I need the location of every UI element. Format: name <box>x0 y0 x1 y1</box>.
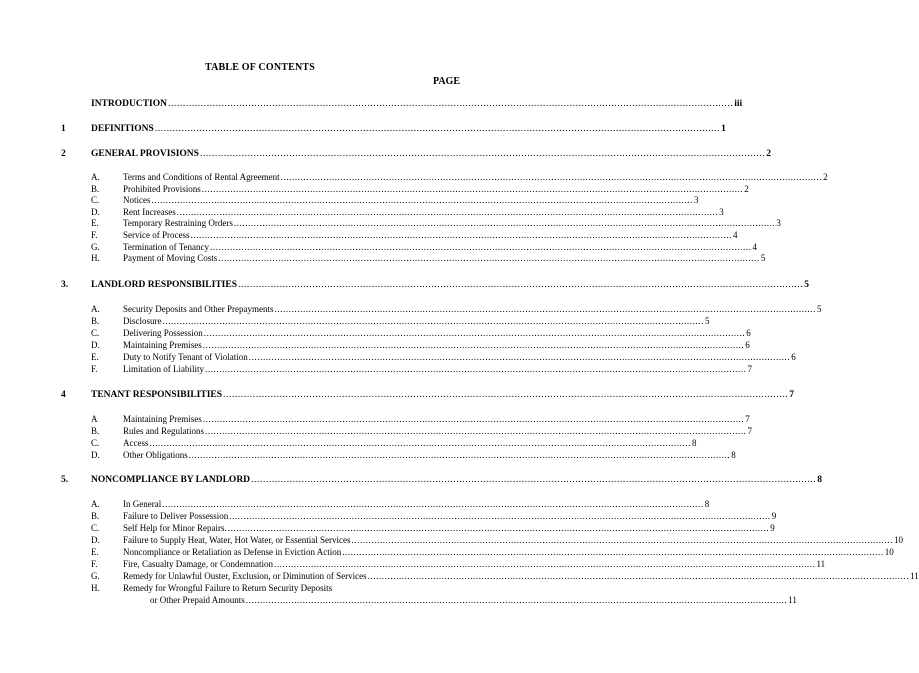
toc-subentry[interactable] <box>0 413 750 425</box>
entry-label: Temporary Restraining Orders <box>123 218 233 229</box>
subsection-letter: E. <box>91 352 99 362</box>
section-number: 1 <box>61 124 66 134</box>
toc-subentry[interactable] <box>0 425 752 437</box>
entry-page: 4 <box>732 230 738 240</box>
entry-page: 8 <box>692 438 697 448</box>
toc-subentry[interactable] <box>0 558 826 570</box>
entry-label: Access <box>123 438 149 448</box>
entry-page: 1 <box>721 124 726 134</box>
entry-page: iii <box>734 99 743 109</box>
entry-label: Terms and Conditions of Rental Agreement <box>123 172 280 182</box>
dot-leader: .............................................................................................................................................................................................. <box>190 230 732 240</box>
toc-subentry[interactable] <box>0 449 736 461</box>
entry-page: 8 <box>731 450 736 460</box>
dot-leader: .............................................................................................................................................................................................. <box>251 475 817 485</box>
entry-label: Delivering Possession <box>123 328 203 338</box>
subsection-letter: C. <box>91 195 100 206</box>
page-column-header: PAGE <box>432 76 460 87</box>
subsection-letter: F. <box>91 364 98 374</box>
toc-subentry[interactable] <box>0 327 751 339</box>
entry-page: 2 <box>766 149 771 159</box>
dot-leader: .............................................................................................................................................................................................. <box>168 99 734 109</box>
subsection-letter: D. <box>91 340 100 350</box>
entry-page: 2 <box>823 172 828 182</box>
toc-subentry[interactable] <box>0 363 752 375</box>
subsection-letter: G. <box>91 571 100 581</box>
subsection-letter: B. <box>91 316 100 326</box>
toc-subentry[interactable] <box>0 171 828 183</box>
toc-subentry[interactable] <box>0 522 775 534</box>
entry-page: 5 <box>760 253 766 264</box>
toc-subentry[interactable] <box>0 303 822 315</box>
entry-label: Notices <box>123 195 151 206</box>
entry-page: 9 <box>770 523 775 533</box>
entry-page: 5 <box>816 304 822 314</box>
toc-subentry[interactable] <box>0 252 766 264</box>
entry-label: Rent Increases <box>123 206 176 217</box>
entry-page: 11 <box>816 559 826 569</box>
entry-label: Maintaining Premises <box>123 414 202 424</box>
dot-leader: .............................................................................................................................................................................................. <box>203 328 746 338</box>
entry-page: 6 <box>745 340 750 350</box>
subsection-letter: A. <box>91 499 100 509</box>
subsection-letter: D. <box>91 206 100 217</box>
entry-page: 6 <box>746 328 751 338</box>
entry-page: 3 <box>694 195 699 206</box>
dot-leader: .............................................................................................................................................................................................. <box>274 304 816 314</box>
entry-page: 11 <box>910 571 919 581</box>
entry-label: Other Obligations <box>123 450 188 460</box>
entry-label: Prohibited Provisions <box>123 183 201 194</box>
dot-leader: .............................................................................................................................................................................................. <box>151 195 693 206</box>
dot-leader: .............................................................................................................................................................................................. <box>273 559 816 569</box>
toc-entry-definitions[interactable] <box>0 123 726 135</box>
toc-subentry[interactable] <box>0 510 777 522</box>
entry-label: Fire, Casualty Damage, or Condemnation <box>123 559 273 569</box>
dot-leader: .............................................................................................................................................................................................. <box>223 390 789 400</box>
dot-leader: .............................................................................................................................................................................................. <box>237 280 804 290</box>
dot-leader: .............................................................................................................................................................................................. <box>176 206 719 217</box>
entry-label: or Other Prepaid Amounts <box>150 595 245 605</box>
section-number: 4 <box>61 390 66 400</box>
entry-page: 7 <box>747 426 752 436</box>
page-title: TABLE OF CONTENTS <box>204 62 316 73</box>
entry-label: Rules and Regulations <box>123 426 204 436</box>
toc-subentry[interactable] <box>0 546 894 558</box>
dot-leader: .............................................................................................................................................................................................. <box>227 523 770 533</box>
subsection-letter: A. <box>91 304 100 314</box>
entry-page: 2 <box>744 183 749 194</box>
entry-page: 3 <box>719 206 724 217</box>
entry-label: Noncompliance or Retaliation as Defense in Eviction Action <box>123 547 342 557</box>
toc-subentry[interactable] <box>0 183 749 195</box>
entry-label: GENERAL PROVISIONS <box>91 149 199 159</box>
toc-entry-landlord-responsibilities[interactable] <box>0 279 809 291</box>
subsection-letter: B. <box>91 426 100 436</box>
entry-page: 3 <box>776 218 781 229</box>
entry-label: NONCOMPLIANCE BY LANDLORD <box>91 475 251 485</box>
subsection-letter: A. <box>91 172 100 182</box>
entry-label: Limitation of Liability <box>123 364 204 374</box>
subsection-letter: B. <box>91 511 100 521</box>
entry-page: 7 <box>745 414 750 424</box>
entry-page: 7 <box>789 390 795 400</box>
subsection-letter: D. <box>91 535 100 545</box>
toc-subentry[interactable] <box>0 315 710 327</box>
entry-page: 5 <box>804 280 809 290</box>
entry-label: Self Help for Minor Repairs. <box>123 523 227 533</box>
toc-subentry[interactable] <box>0 339 750 351</box>
toc-subentry[interactable] <box>0 229 738 241</box>
toc-subentry[interactable] <box>0 206 724 218</box>
toc-subentry[interactable] <box>0 437 697 449</box>
subsection-letter: F. <box>91 559 98 569</box>
dot-leader: .............................................................................................................................................................................................. <box>229 511 771 521</box>
subsection-letter: C. <box>91 523 100 533</box>
dot-leader: .............................................................................................................................................................................................. <box>205 426 747 436</box>
entry-label: In General <box>123 499 162 509</box>
subsection-letter: C. <box>91 328 100 338</box>
entry-page: 8 <box>704 499 710 509</box>
dot-leader: .............................................................................................................................................................................................. <box>210 241 752 252</box>
entry-page: 10 <box>884 547 894 557</box>
entry-page: 10 <box>893 535 903 545</box>
dot-leader: .............................................................................................................................................................................................. <box>162 499 704 509</box>
entry-label: Service of Process <box>123 230 190 240</box>
subsection-letter: F. <box>91 230 98 240</box>
dot-leader: .............................................................................................................................................................................................. <box>245 595 788 605</box>
toc-subentry-continuation[interactable] <box>0 594 797 606</box>
entry-page: 7 <box>747 364 752 374</box>
dot-leader: .............................................................................................................................................................................................. <box>248 352 791 362</box>
dot-leader: .............................................................................................................................................................................................. <box>162 316 704 326</box>
subsection-letter: A <box>91 414 98 424</box>
entry-page: 9 <box>771 511 777 521</box>
entry-label: Maintaining Premises <box>123 340 202 350</box>
toc-subentry[interactable] <box>0 498 710 510</box>
entry-label: Failure to Supply Heat, Water, Hot Water, or Essential Services <box>123 535 351 545</box>
dot-leader: .............................................................................................................................................................................................. <box>218 253 760 264</box>
subsection-letter: E. <box>91 547 99 557</box>
entry-page: 4 <box>752 241 758 252</box>
subsection-letter: H. <box>91 583 100 593</box>
dot-leader: .............................................................................................................................................................................................. <box>205 364 747 374</box>
section-number: 5. <box>61 475 69 485</box>
entry-page: 11 <box>788 595 797 605</box>
dot-leader: .............................................................................................................................................................................................. <box>280 172 823 182</box>
subsection-letter: D. <box>91 450 100 460</box>
dot-leader: .............................................................................................................................................................................................. <box>367 571 910 581</box>
toc-entry-noncompliance-by-landlord[interactable] <box>0 474 823 486</box>
subsection-letter: E. <box>91 218 99 229</box>
dot-leader: .............................................................................................................................................................................................. <box>342 547 884 557</box>
entry-label: Termination of Tenancy <box>123 241 210 252</box>
toc-subentry[interactable] <box>0 534 903 546</box>
dot-leader: .............................................................................................................................................................................................. <box>233 218 776 229</box>
toc-subentry[interactable] <box>0 582 520 594</box>
entry-page: 5 <box>705 316 710 326</box>
dot-leader: .............................................................................................................................................................................................. <box>202 414 745 424</box>
subsection-letter: H. <box>91 253 100 264</box>
dot-leader: .............................................................................................................................................................................................. <box>188 450 731 460</box>
subsection-letter: G. <box>91 241 100 252</box>
subsection-letter: B. <box>91 183 100 194</box>
entry-label: TENANT RESPONSIBILITIES <box>91 390 223 400</box>
section-number: 2 <box>61 149 66 159</box>
entry-label: LANDLORD RESPONSIBILITIES <box>91 280 237 290</box>
dot-leader: .............................................................................................................................................................................................. <box>202 340 745 350</box>
entry-label: Security Deposits and Other Prepayments <box>123 304 274 314</box>
entry-label: Disclosure <box>123 316 162 326</box>
entry-label: Remedy for Wrongful Failure to Return Security Deposits <box>123 583 333 593</box>
dot-leader: .............................................................................................................................................................................................. <box>201 183 744 194</box>
toc-subentry[interactable] <box>0 217 781 229</box>
toc-subentry[interactable] <box>0 241 758 253</box>
entry-label: Failure to Deliver Possession <box>123 511 229 521</box>
entry-label: Duty to Notify Tenant of Violation <box>123 352 248 362</box>
entry-label: Remedy for Unlawful Ouster, Exclusion, or Diminution of Services <box>123 571 367 581</box>
entry-page: 6 <box>791 352 796 362</box>
dot-leader: .............................................................................................................................................................................................. <box>199 149 766 159</box>
entry-page: 8 <box>817 475 823 485</box>
entry-label: DEFINITIONS <box>91 124 154 134</box>
toc-entry-tenant-responsibilities[interactable] <box>0 389 795 401</box>
toc-subentry[interactable] <box>0 351 796 363</box>
toc-subentry[interactable] <box>0 194 699 206</box>
dot-leader: .............................................................................................................................................................................................. <box>351 535 893 545</box>
toc-entry-introduction[interactable] <box>0 98 743 110</box>
toc-entry-general-provisions[interactable] <box>0 148 771 160</box>
section-number: 3. <box>61 280 69 290</box>
subsection-letter: C. <box>91 438 100 448</box>
dot-leader: .............................................................................................................................................................................................. <box>154 124 721 134</box>
dot-leader: .............................................................................................................................................................................................. <box>149 438 691 448</box>
entry-label: Payment of Moving Costs <box>123 253 218 264</box>
toc-subentry[interactable] <box>0 570 919 582</box>
entry-label: INTRODUCTION <box>91 99 168 109</box>
